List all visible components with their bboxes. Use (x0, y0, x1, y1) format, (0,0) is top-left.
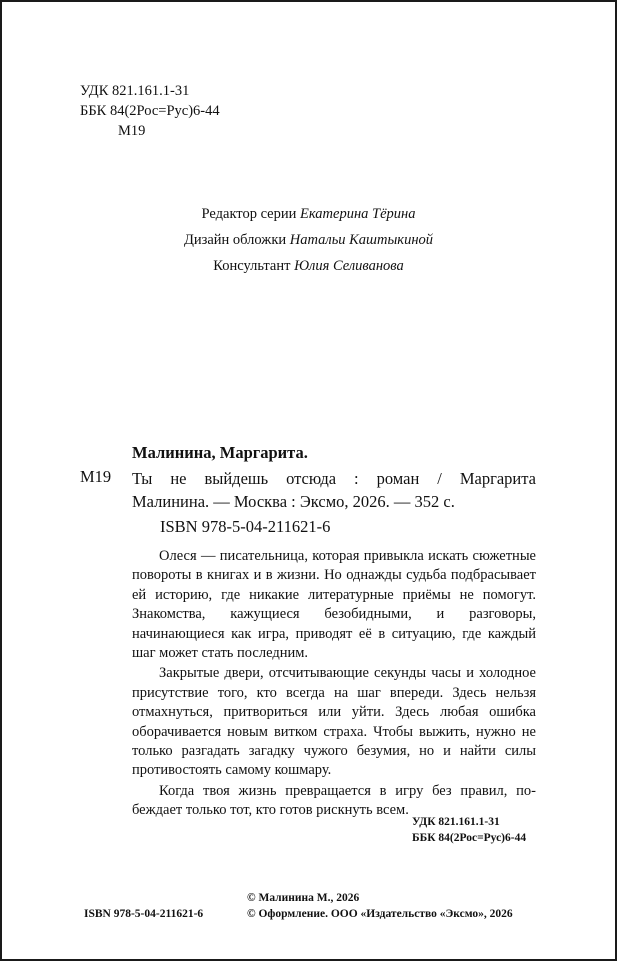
udk-code: УДК 821.161.1-31 (80, 83, 190, 99)
credits-block (2, 201, 615, 279)
catalog-isbn: ISBN 978-5-04-211621-6 (160, 517, 331, 536)
credit-cover-design (2, 227, 615, 253)
annotation-paragraph: Олеся — писательница, которая привыкла искать сюжетные повороты в книгах и в жизни. Но однажды судьба подбрасывает ей историю, где никакие литературные приёмы не помогут. Знакомства, кажущиеся безобидными, и разговоры, начинающиеся как игра, приводят её в ситуацию, где каждый шаг может стать последним. (132, 548, 536, 662)
bibliographic-description (132, 467, 536, 513)
bibliographic-line: Ты не выйдешь отсюда : роман / Маргарита (132, 469, 536, 488)
credit-role: Редактор серии (201, 206, 297, 222)
catalog-author-mark: М19 (80, 467, 112, 486)
credit-role: Консультант (213, 258, 291, 274)
copyright-block (247, 890, 513, 922)
copyright-author: © Малинина М., 2026 (247, 892, 360, 904)
credit-role: Дизайн обложки (183, 232, 287, 248)
credit-consultant (2, 253, 615, 279)
bibliographic-line: Малинина. — Москва : Эксмо, 2026. — 352 с. (132, 492, 455, 511)
footer-classification (412, 814, 526, 846)
credit-name: Натальи Каштыкиной (289, 232, 434, 248)
footer-udk: УДК 821.161.1-31 (412, 816, 500, 828)
author-heading: Малинина, Маргарита. (132, 443, 308, 462)
credit-series-editor (2, 201, 615, 227)
annotation-paragraph: Закрытые двери, отсчитывающие секунды часы и холодное присутствие того, кто всегда на шаг впереди. Здесь нельзя отмахнуться, притвориться или уйти. Здесь любая ошибка оборачивается новым витком страха. Чтобы выжить, нужно не только разгадать загадку чужого безумия, но и найти силы противостоять самому кошмару. (132, 665, 536, 779)
copyright-design: © Оформление. ООО «Издательство «Эксмо», 2026 (247, 908, 513, 920)
author-mark: М19 (118, 123, 146, 139)
annotation-paragraph: Когда твоя жизнь превращается в игру без правил, побеждает только тот, кто готов рискнуть всем. (132, 782, 536, 819)
classification-codes (80, 81, 220, 141)
bbk-code: ББК 84(2Рос=Рус)6-44 (80, 103, 220, 119)
credit-name: Юлия Селиванова (294, 258, 404, 274)
annotation (132, 547, 536, 821)
footer-bbk: ББК 84(2Рос=Рус)6-44 (412, 832, 527, 844)
footer-isbn: ISBN 978-5-04-211621-6 (84, 908, 204, 920)
credit-name: Екатерина Тёрина (300, 206, 416, 222)
